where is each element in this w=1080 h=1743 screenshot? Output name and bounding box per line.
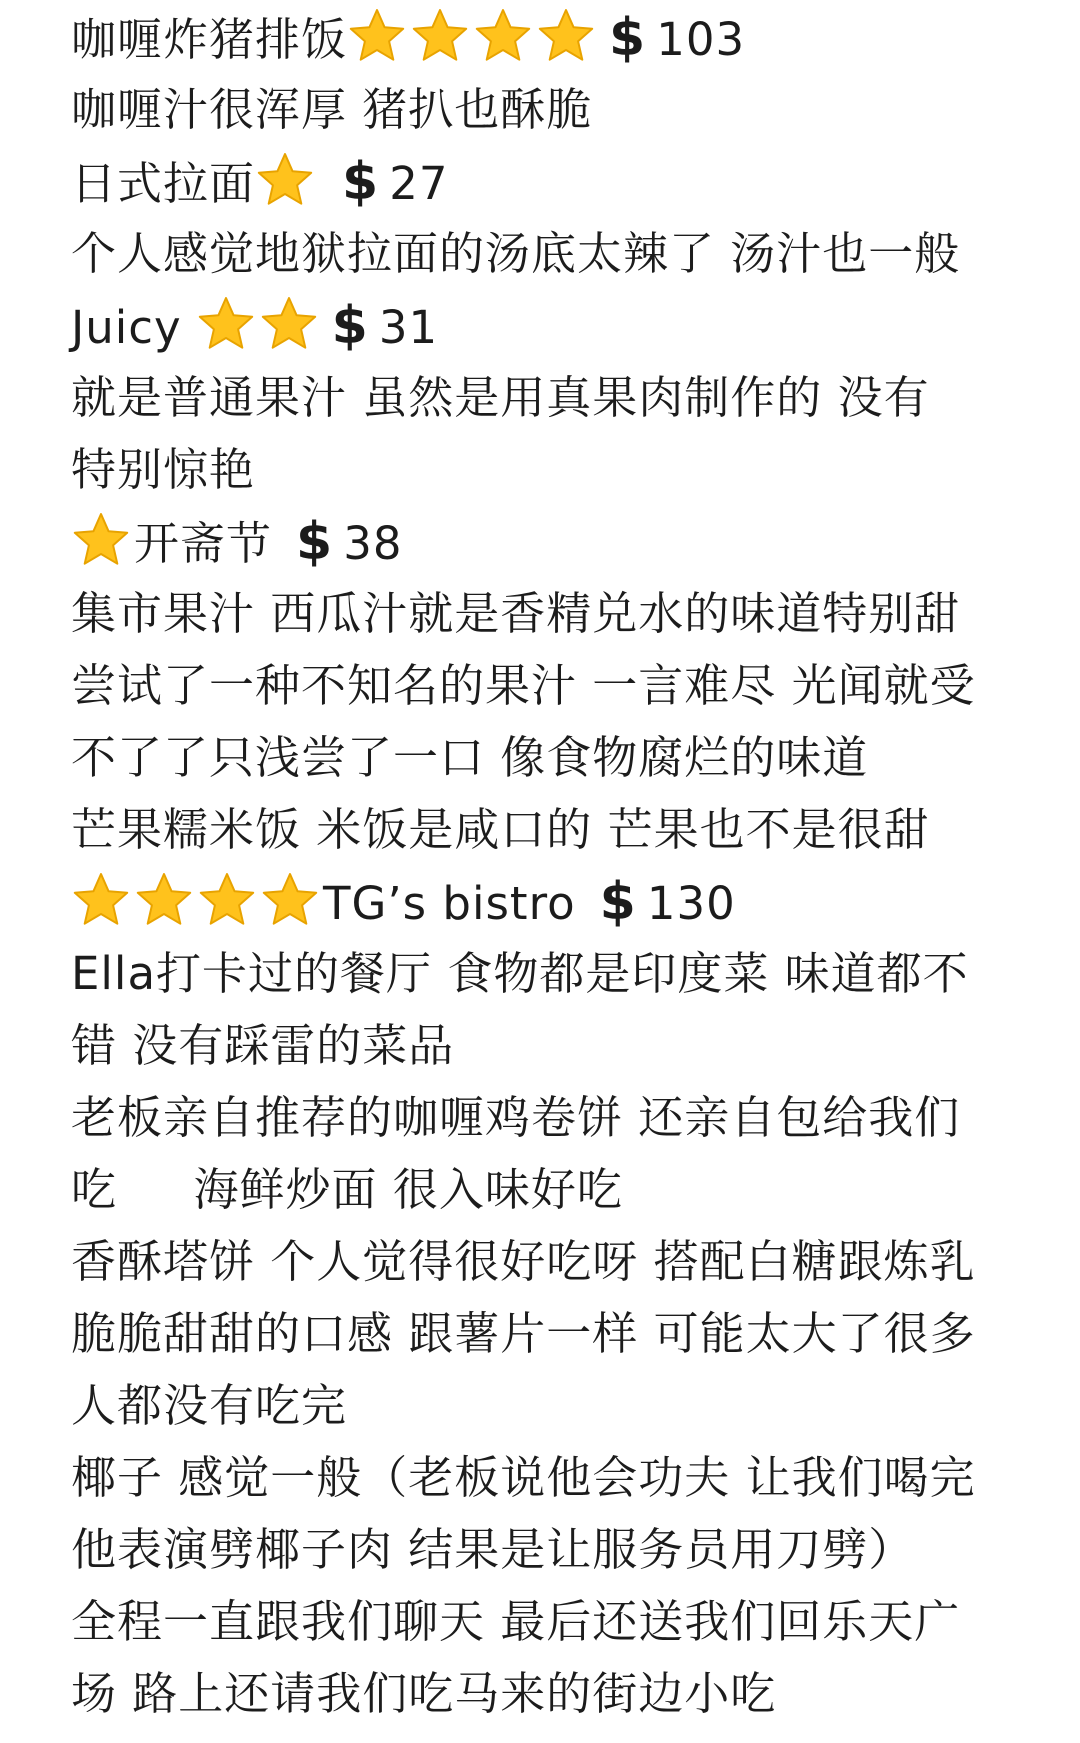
text-line: 特别惊艳 <box>71 443 256 496</box>
dish-name: 开斋节 <box>134 517 273 570</box>
dish-name: 日式拉面 <box>71 157 256 210</box>
heavy-dollar-sign-icon: $ <box>331 296 369 356</box>
star-emoji-icon <box>196 294 256 354</box>
star-emoji-icon <box>255 150 315 210</box>
star-emoji-icon <box>259 294 319 354</box>
heavy-dollar-sign-icon: $ <box>342 152 380 212</box>
text-line: 尝试了一种不知名的果汁 一言难尽 光闻就受 <box>71 659 976 712</box>
text-line: 就是普通果汁 虽然是用真果肉制作的 没有 <box>71 371 930 424</box>
review-heading-tg-bistro <box>71 866 736 938</box>
text-line: 错 没有踩雷的菜品 <box>71 1019 455 1072</box>
star-emoji-icon <box>347 6 407 66</box>
dish-name: 咖喱炸猪排饭 <box>71 13 348 66</box>
text-line: 椰子 感觉一般（老板说他会功夫 让我们喝完 <box>71 1451 976 1504</box>
price-value: 38 <box>343 517 403 570</box>
review-heading-ramen <box>71 146 448 218</box>
text-line: 他表演劈椰子肉 结果是让服务员用刀劈） <box>71 1523 915 1576</box>
text-line: Ella打卡过的餐厅 食物都是印度菜 味道都不 <box>71 947 969 1000</box>
text-line: 全程一直跟我们聊天 最后还送我们回乐天广 <box>71 1595 961 1648</box>
text-line: 人都没有吃完 <box>71 1379 348 1432</box>
star-emoji-icon <box>536 6 596 66</box>
star-emoji-icon <box>197 870 257 930</box>
star-emoji-icon <box>71 870 131 930</box>
review-heading-curry-pork <box>71 2 745 74</box>
text-line: 个人感觉地狱拉面的汤底太辣了 汤汁也一般 <box>71 227 961 280</box>
star-emoji-icon <box>71 510 131 570</box>
text-line: 咖喱汁很浑厚 猪扒也酥脆 <box>71 83 593 136</box>
text-line: 香酥塔饼 个人觉得很好吃呀 搭配白糖跟炼乳 <box>71 1235 976 1288</box>
text-line: 老板亲自推荐的咖喱鸡卷饼 还亲自包给我们 <box>71 1091 961 1144</box>
text-line: 场 路上还请我们吃马来的街边小吃 <box>71 1667 777 1720</box>
price-value: 27 <box>389 157 449 210</box>
text-line: 不了了只浅尝了一口 像食物腐烂的味道 <box>71 731 869 784</box>
price-value: 31 <box>378 301 439 354</box>
dish-name: TG’s bistro <box>323 877 576 930</box>
review-heading-juicy <box>71 290 438 362</box>
text-line: 脆脆甜甜的口感 跟薯片一样 可能太大了很多 <box>71 1307 976 1360</box>
star-emoji-icon <box>134 870 194 930</box>
text-line: 集市果汁 西瓜汁就是香精兑水的味道特别甜 <box>71 587 961 640</box>
star-emoji-icon <box>410 6 470 66</box>
price-value: 103 <box>656 13 746 66</box>
dish-name: Juicy <box>71 301 182 354</box>
heavy-dollar-sign-icon: $ <box>599 872 637 932</box>
star-emoji-icon <box>260 870 320 930</box>
text-line: 吃 海鲜炒面 很入味好吃 <box>71 1163 623 1216</box>
review-heading-hari-raya <box>71 506 402 578</box>
heavy-dollar-sign-icon: $ <box>609 8 647 68</box>
price-value: 130 <box>646 877 736 930</box>
heavy-dollar-sign-icon: $ <box>296 512 334 572</box>
star-emoji-icon <box>473 6 533 66</box>
text-line: 芒果糯米饭 米饭是咸口的 芒果也不是很甜 <box>71 803 930 856</box>
